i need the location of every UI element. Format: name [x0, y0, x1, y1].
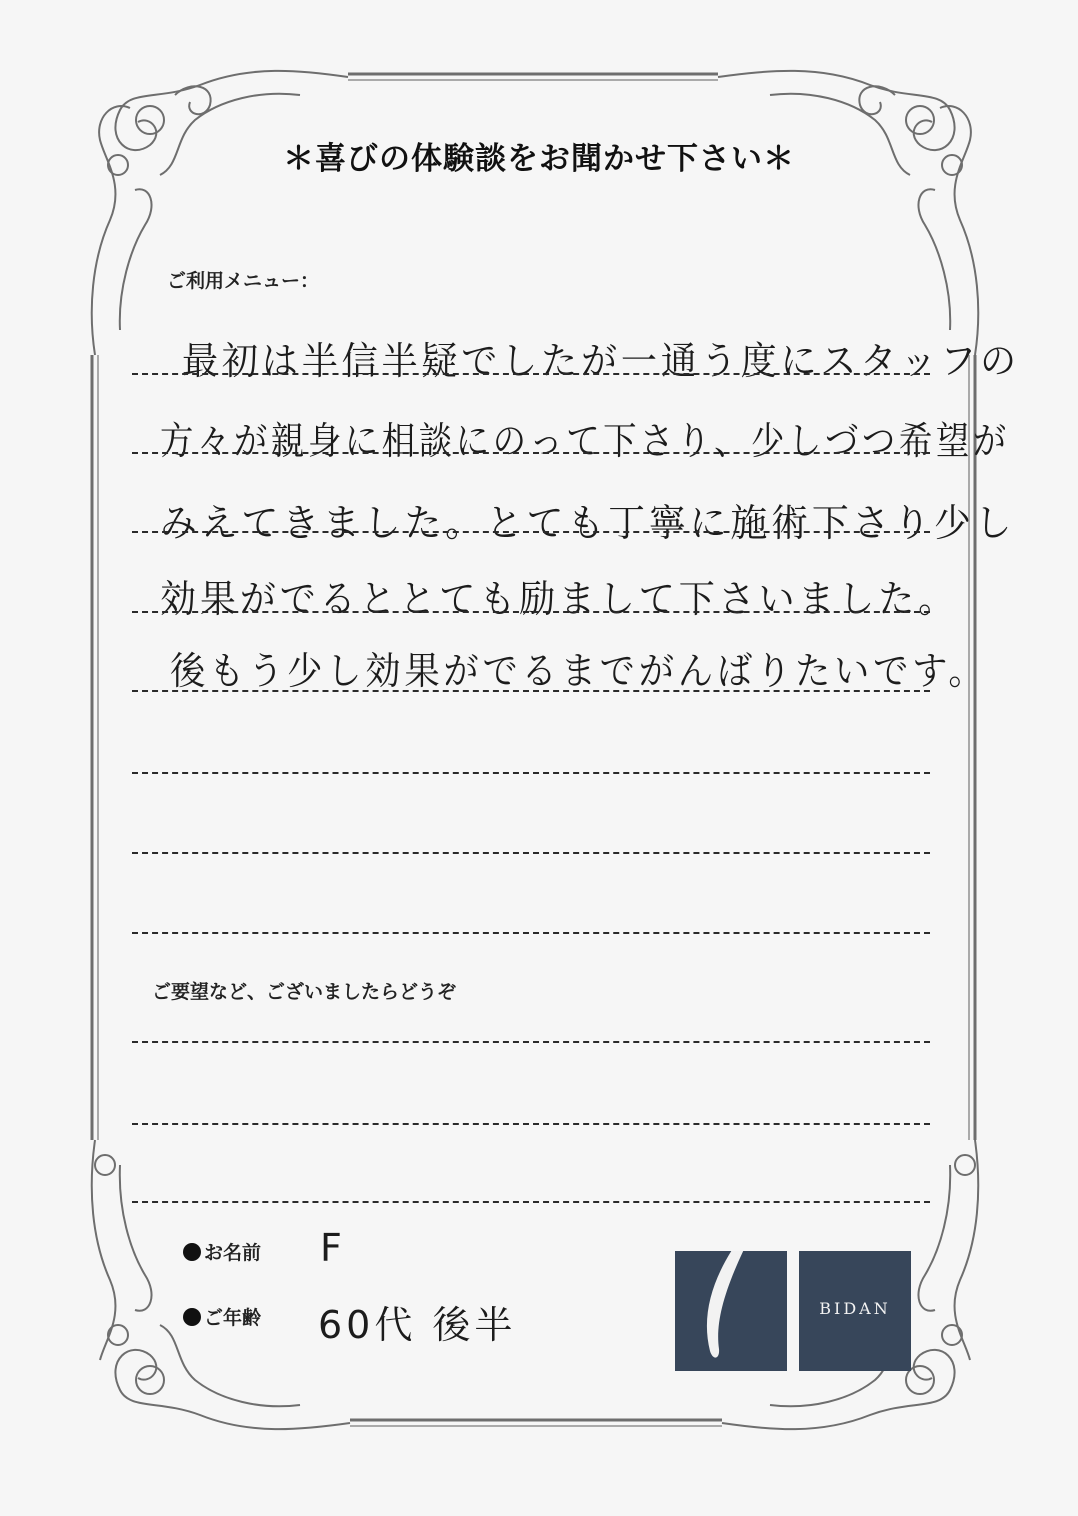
writing-line	[132, 690, 930, 692]
bullet-icon	[183, 1308, 201, 1326]
logo-wordmark	[799, 1251, 911, 1371]
testimonial-line: 効果がでるととても励まして下さいました。	[160, 577, 959, 621]
writing-line	[132, 531, 930, 533]
name-label-text: お名前	[204, 1242, 262, 1264]
testimonial-line: 最初は半信半疑でしたが一通う度にスタッフの	[182, 339, 1020, 383]
writing-line	[132, 772, 930, 774]
writing-line	[132, 373, 930, 375]
name-value: F	[320, 1226, 346, 1270]
testimonial-line: 後もう少し効果がでるまでがんばりたいです。	[170, 649, 988, 693]
age-value: 60代 後半	[318, 1303, 517, 1347]
writing-line	[132, 1123, 930, 1125]
writing-line	[132, 1201, 930, 1203]
request-label: ご要望など、ございましたらどうぞ	[152, 981, 457, 1003]
age-label-text: ご年齢	[204, 1307, 262, 1329]
writing-line	[132, 611, 930, 613]
brand-name: BIDAN	[819, 1299, 891, 1318]
logo-mark	[675, 1251, 787, 1371]
testimonial-line: みえてきました。とても丁寧に施術下さり少し	[160, 501, 1016, 545]
writing-line	[132, 932, 930, 934]
age-field-label	[183, 1303, 261, 1330]
writing-line	[132, 452, 930, 454]
writing-line	[132, 1041, 930, 1043]
form-title: ＊喜びの体験談をお聞かせ下さい＊	[283, 141, 795, 177]
testimonial-line: 方々が親身に相談にのって下さり、少しづつ希望が	[160, 419, 1010, 463]
writing-line	[132, 852, 930, 854]
menu-label: ご利用メニュー：	[167, 270, 320, 292]
hair-strand-icon	[675, 1251, 787, 1371]
name-field-label	[183, 1238, 261, 1265]
bullet-icon	[183, 1243, 201, 1261]
